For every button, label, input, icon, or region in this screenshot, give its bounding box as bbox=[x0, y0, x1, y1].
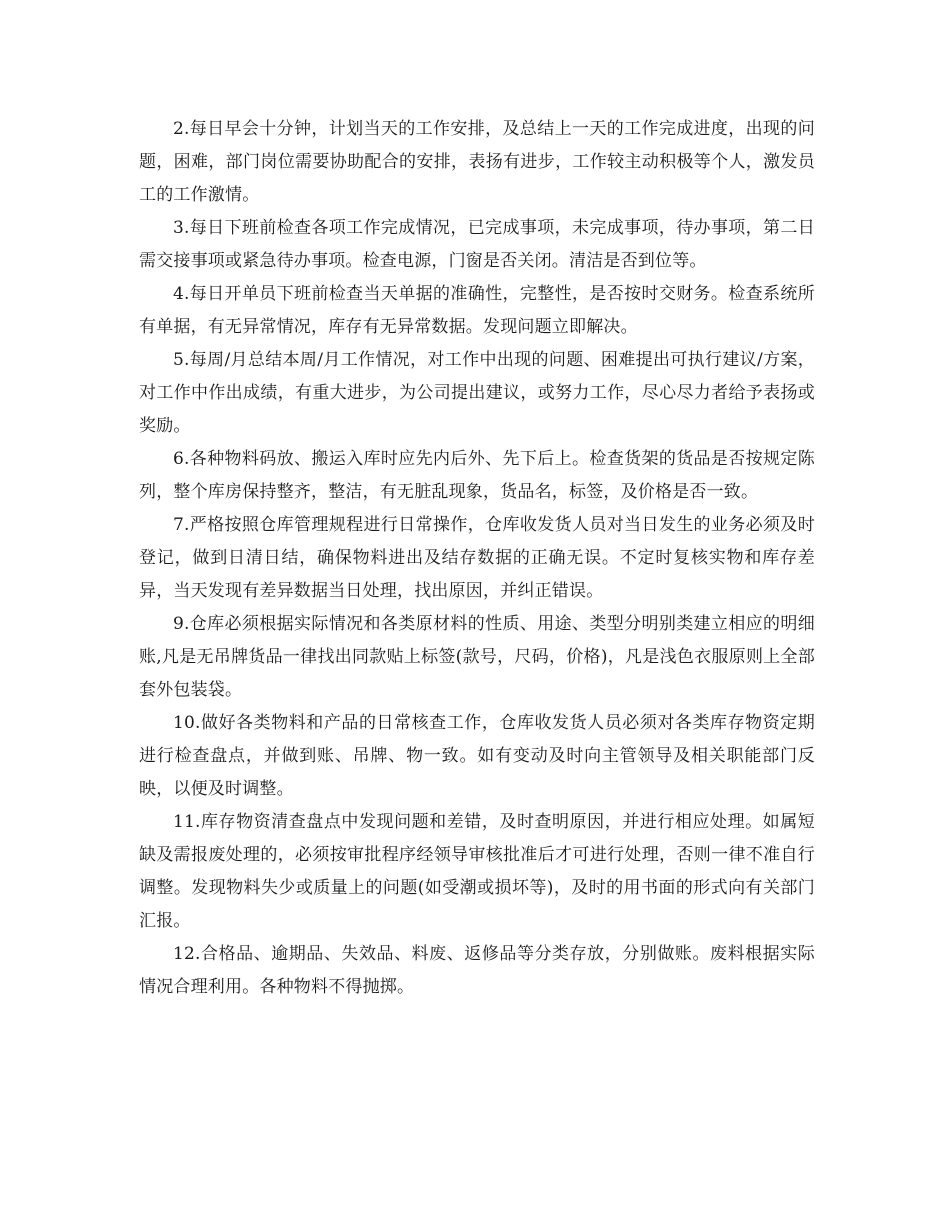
paragraph-item-2: 2.每日早会十分钟，计划当天的工作安排，及总结上一天的工作完成进度，出现的问题，困难，部门岗位需要协助配合的安排，表扬有进步，工作较主动积极等个人，激发员工的工作激情。 bbox=[139, 119, 815, 205]
paragraph-item-3: 3.每日下班前检查各项工作完成情况，已完成事项，未完成事项，待办事项，第二日需交接事项或紧急待办事项。检查电源，门窗是否关闭。清洁是否到位等。 bbox=[139, 218, 815, 271]
paragraph-item-11: 11.库存物资清查盘点中发现问题和差错，及时查明原因，并进行相应处理。如属短缺及需报废处理的，必须按审批程序经领导审核批准后才可进行处理，否则一律不准自行调整。发现物料失少或质量上的问题(如受潮或损坏等)，及时的用书面的形式向有关部门汇报。 bbox=[139, 812, 815, 931]
paragraph-item-5: 5.每周/月总结本周/月工作情况，对工作中出现的问题、困难提出可执行建议/方案，对工作中作出成绩，有重大进步，为公司提出建议，或努力工作，尽心尽力者给予表扬或奖励。 bbox=[139, 350, 815, 436]
paragraph-item-6: 6.各种物料码放、搬运入库时应先内后外、先下后上。检查货架的货品是否按规定陈列，整个库房保持整齐，整洁，有无脏乱现象，货品名，标签，及价格是否一致。 bbox=[139, 449, 815, 502]
paragraph-item-7: 7.严格按照仓库管理规程进行日常操作，仓库收发货人员对当日发生的业务必须及时登记，做到日清日结，确保物料进出及结存数据的正确无误。不定时复核实物和库存差异，当天发现有差异数据当日处理，找出原因，并纠正错误。 bbox=[139, 515, 815, 601]
paragraph-item-4: 4.每日开单员下班前检查当天单据的准确性，完整性，是否按时交财务。检查系统所有单据，有无异常情况，库存有无异常数据。发现问题立即解决。 bbox=[139, 284, 815, 337]
paragraph-item-10: 10.做好各类物料和产品的日常核查工作，仓库收发货人员必须对各类库存物资定期进行检查盘点，并做到账、吊牌、物一致。如有变动及时向主管领导及相关职能部门反映，以便及时调整。 bbox=[139, 713, 815, 799]
document-body bbox=[139, 113, 815, 1004]
paragraph-item-9: 9.仓库必须根据实际情况和各类原材料的性质、用途、类型分明别类建立相应的明细账,凡是无吊牌货品一律找出同款贴上标签(款号，尺码，价格)，凡是浅色衣服原则上全部套外包装袋。 bbox=[139, 614, 815, 700]
paragraph-item-12: 12.合格品、逾期品、失效品、料废、返修品等分类存放，分别做账。废料根据实际情况合理利用。各种物料不得抛掷。 bbox=[139, 944, 815, 997]
